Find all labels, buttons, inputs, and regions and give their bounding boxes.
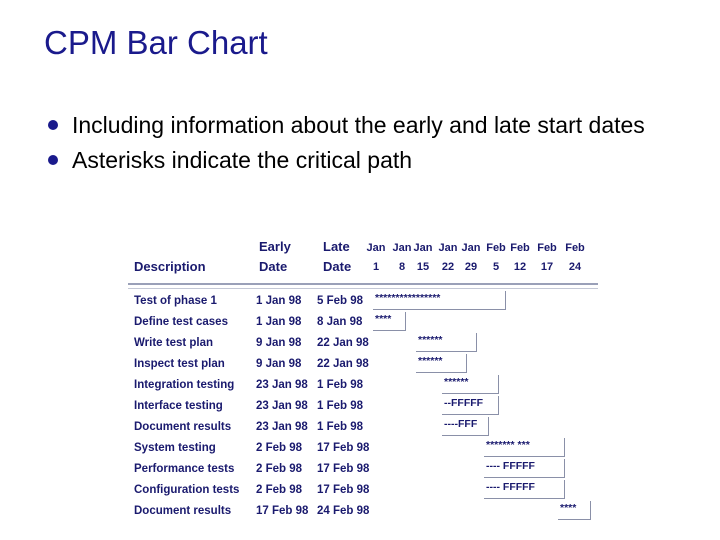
- header-early-line2: Date: [259, 259, 288, 274]
- early-date: 2 Feb 98: [256, 463, 303, 475]
- schedule-bar: [373, 312, 406, 331]
- table-row: [128, 417, 602, 438]
- bullet-text: Including information about the early and late start dates: [72, 112, 645, 138]
- schedule-bar-label: ---- FFFFF: [486, 481, 535, 493]
- header-rule-thin: [128, 288, 598, 289]
- task-description: Document results: [134, 421, 232, 433]
- schedule-bar: [416, 333, 477, 352]
- bullet-list: [48, 110, 688, 180]
- timeline-day: 1: [372, 261, 380, 273]
- schedule-bar-label: ******: [418, 355, 443, 367]
- task-description: Interface testing: [134, 400, 223, 412]
- timeline-month: Feb: [537, 242, 557, 254]
- late-date: 1 Feb 98: [317, 379, 364, 391]
- early-date: 2 Feb 98: [256, 442, 303, 454]
- timeline-month: Jan: [413, 242, 433, 254]
- early-date: 9 Jan 98: [256, 358, 302, 370]
- late-date: 5 Feb 98: [317, 295, 364, 307]
- task-description: Performance tests: [134, 463, 235, 475]
- late-date: 8 Jan 98: [317, 316, 363, 328]
- header-description: Description: [134, 259, 206, 274]
- schedule-bar-label: ****************: [375, 292, 441, 304]
- task-description: Integration testing: [134, 379, 235, 391]
- header-rule: [128, 283, 598, 285]
- schedule-bar-label: ****: [560, 502, 577, 514]
- late-date: 22 Jan 98: [317, 337, 369, 349]
- table-row: [128, 501, 602, 522]
- timeline-month: Jan: [366, 242, 386, 254]
- timeline-day: 15: [416, 261, 430, 273]
- late-date: 17 Feb 98: [317, 463, 370, 475]
- schedule-bar-label: ******* ***: [486, 439, 530, 451]
- late-date: 1 Feb 98: [317, 400, 364, 412]
- schedule-bar-label: ---- FFFFF: [486, 460, 535, 472]
- schedule-bar: [558, 501, 591, 520]
- bullet-dot-icon: [48, 120, 58, 130]
- cpm-bar-chart: [128, 232, 602, 522]
- table-row: [128, 438, 602, 459]
- header-late-line1: Late: [323, 239, 350, 254]
- schedule-bar-label: ****: [375, 313, 392, 325]
- bullet-item: [48, 145, 688, 175]
- schedule-bar-label: --FFFFF: [444, 397, 484, 409]
- timeline-month: Feb: [486, 242, 506, 254]
- table-row: [128, 291, 602, 312]
- early-date: 23 Jan 98: [256, 379, 308, 391]
- timeline-month: Jan: [438, 242, 458, 254]
- task-description: Configuration tests: [134, 484, 240, 496]
- schedule-bar: [442, 396, 499, 415]
- early-date: 23 Jan 98: [256, 400, 308, 412]
- task-description: Define test cases: [134, 316, 228, 328]
- early-date: 2 Feb 98: [256, 484, 303, 496]
- schedule-bar-label: ******: [418, 334, 443, 346]
- timeline-day: 22: [441, 261, 455, 273]
- timeline-month: Jan: [461, 242, 481, 254]
- timeline-month: Jan: [392, 242, 412, 254]
- slide-title: CPM Bar Chart: [44, 24, 268, 61]
- timeline-month: Feb: [510, 242, 530, 254]
- header-late-line2: Date: [323, 259, 352, 274]
- schedule-bar: [484, 459, 565, 478]
- table-row: [128, 480, 602, 501]
- early-date: 1 Jan 98: [256, 295, 302, 307]
- late-date: 22 Jan 98: [317, 358, 369, 370]
- task-description: Document results: [134, 505, 232, 517]
- timeline-day: 8: [398, 261, 406, 273]
- timeline-day: 29: [464, 261, 478, 273]
- table-row: [128, 396, 602, 417]
- schedule-bar: [442, 375, 499, 394]
- late-date: 1 Feb 98: [317, 421, 364, 433]
- task-description: Test of phase 1: [134, 295, 217, 307]
- early-date: 17 Feb 98: [256, 505, 309, 517]
- bullet-item: [48, 110, 688, 140]
- timeline-month: Feb: [565, 242, 585, 254]
- schedule-bar: [442, 417, 489, 436]
- early-date: 1 Jan 98: [256, 316, 302, 328]
- timeline-day: 17: [540, 261, 554, 273]
- early-date: 23 Jan 98: [256, 421, 308, 433]
- bullet-dot-icon: [48, 155, 58, 165]
- schedule-bar: [373, 291, 506, 310]
- schedule-bar-label: ******: [444, 376, 469, 388]
- timeline-day: 5: [492, 261, 500, 273]
- late-date: 17 Feb 98: [317, 484, 370, 496]
- table-row: [128, 312, 602, 333]
- bullet-text: Asterisks indicate the critical path: [72, 147, 413, 173]
- timeline-day: 12: [513, 261, 527, 273]
- timeline-day: 24: [568, 261, 582, 273]
- task-description: Write test plan: [134, 337, 214, 349]
- late-date: 24 Feb 98: [317, 505, 370, 517]
- task-description: Inspect test plan: [134, 358, 225, 370]
- schedule-bar: [484, 438, 565, 457]
- task-description: System testing: [134, 442, 216, 454]
- header-early-line1: Early: [259, 239, 291, 254]
- schedule-bar: [416, 354, 467, 373]
- table-row: [128, 375, 602, 396]
- schedule-bar-label: ----FFF: [444, 418, 478, 430]
- early-date: 9 Jan 98: [256, 337, 302, 349]
- table-row: [128, 459, 602, 480]
- late-date: 17 Feb 98: [317, 442, 370, 454]
- table-row: [128, 333, 602, 354]
- schedule-bar: [484, 480, 565, 499]
- table-row: [128, 354, 602, 375]
